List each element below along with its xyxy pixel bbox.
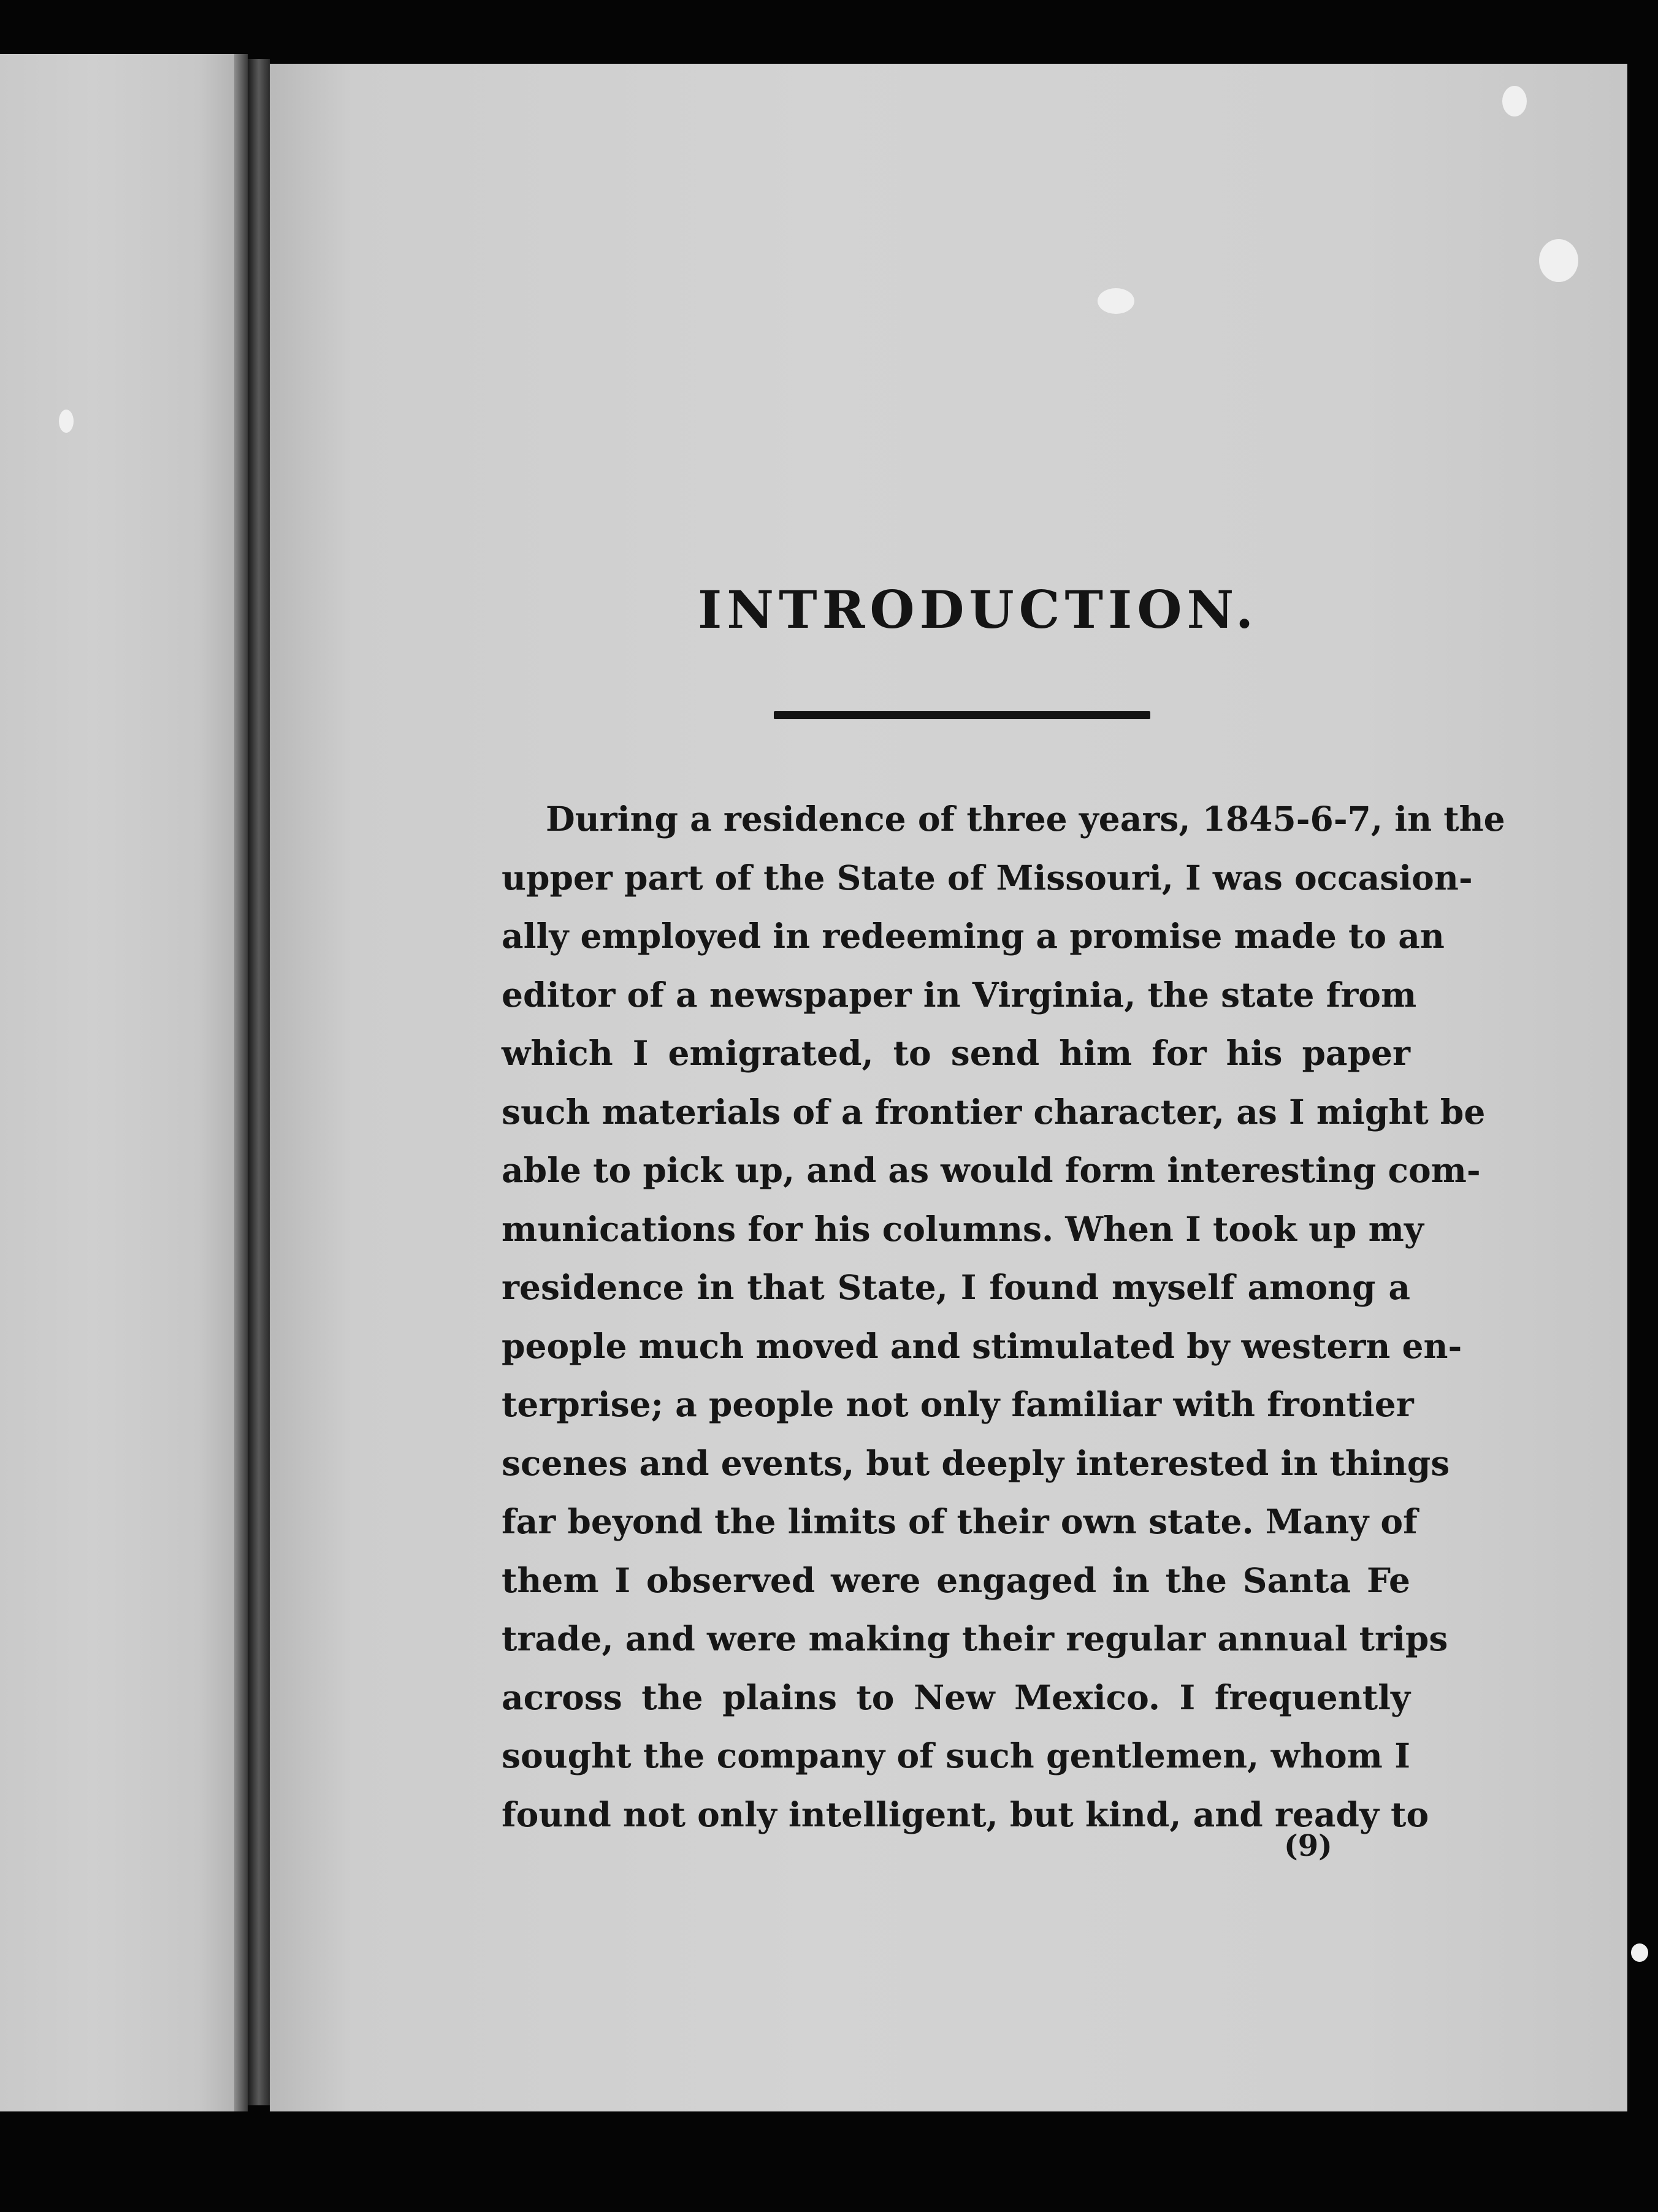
paper-flaw (1631, 1943, 1648, 1962)
text-line: such materials of a frontier character, as I might be (502, 1091, 1486, 1132)
text-line: them I observed were engaged in the Santa Fe (502, 1560, 1410, 1600)
text-line: found not only intelligent, but kind, and ready to (502, 1794, 1429, 1834)
text-line: people much moved and stimulated by western en- (502, 1325, 1462, 1366)
left-page-edge (234, 54, 248, 2111)
book-spine (248, 59, 270, 2105)
left-page (0, 54, 234, 2111)
text-line: across the plains to New Mexico. I frequently (502, 1677, 1410, 1717)
text-line: far beyond the limits of their own state. Many of (502, 1501, 1418, 1541)
body-text (502, 790, 1505, 1844)
text-line: trade, and were making their regular annual trips (502, 1619, 1448, 1658)
text-line: residence in that State, I found myself among a (502, 1267, 1410, 1307)
paper-flaw (1502, 86, 1527, 116)
text-line: munications for his columns. When I took up my (502, 1208, 1424, 1249)
title-rule (774, 711, 1150, 719)
text-line: terprise; a people not only familiar with frontier (502, 1384, 1414, 1424)
text-line: able to pick up, and as would form interesting com- (502, 1150, 1481, 1190)
text-line: editor of a newspaper in Virginia, the state from (502, 974, 1417, 1015)
paper-flaw (1539, 239, 1578, 282)
page-title: INTRODUCTION. (698, 579, 1259, 640)
text-line: which I emigrated, to send him for his paper (502, 1033, 1410, 1073)
text-line: During a residence of three years, 1845-6-7, in the (546, 799, 1505, 839)
text-line: sought the company of such gentlemen, whom I (502, 1736, 1410, 1775)
page-number: (9) (1284, 1829, 1332, 1863)
paper-flaw (59, 410, 74, 433)
text-line: ally employed in redeeming a promise made to an (502, 916, 1445, 956)
text-line: scenes and events, but deeply interested in things (502, 1443, 1450, 1483)
paper-flaw (1098, 288, 1134, 314)
text-line: upper part of the State of Missouri, I was occasion- (502, 857, 1473, 898)
